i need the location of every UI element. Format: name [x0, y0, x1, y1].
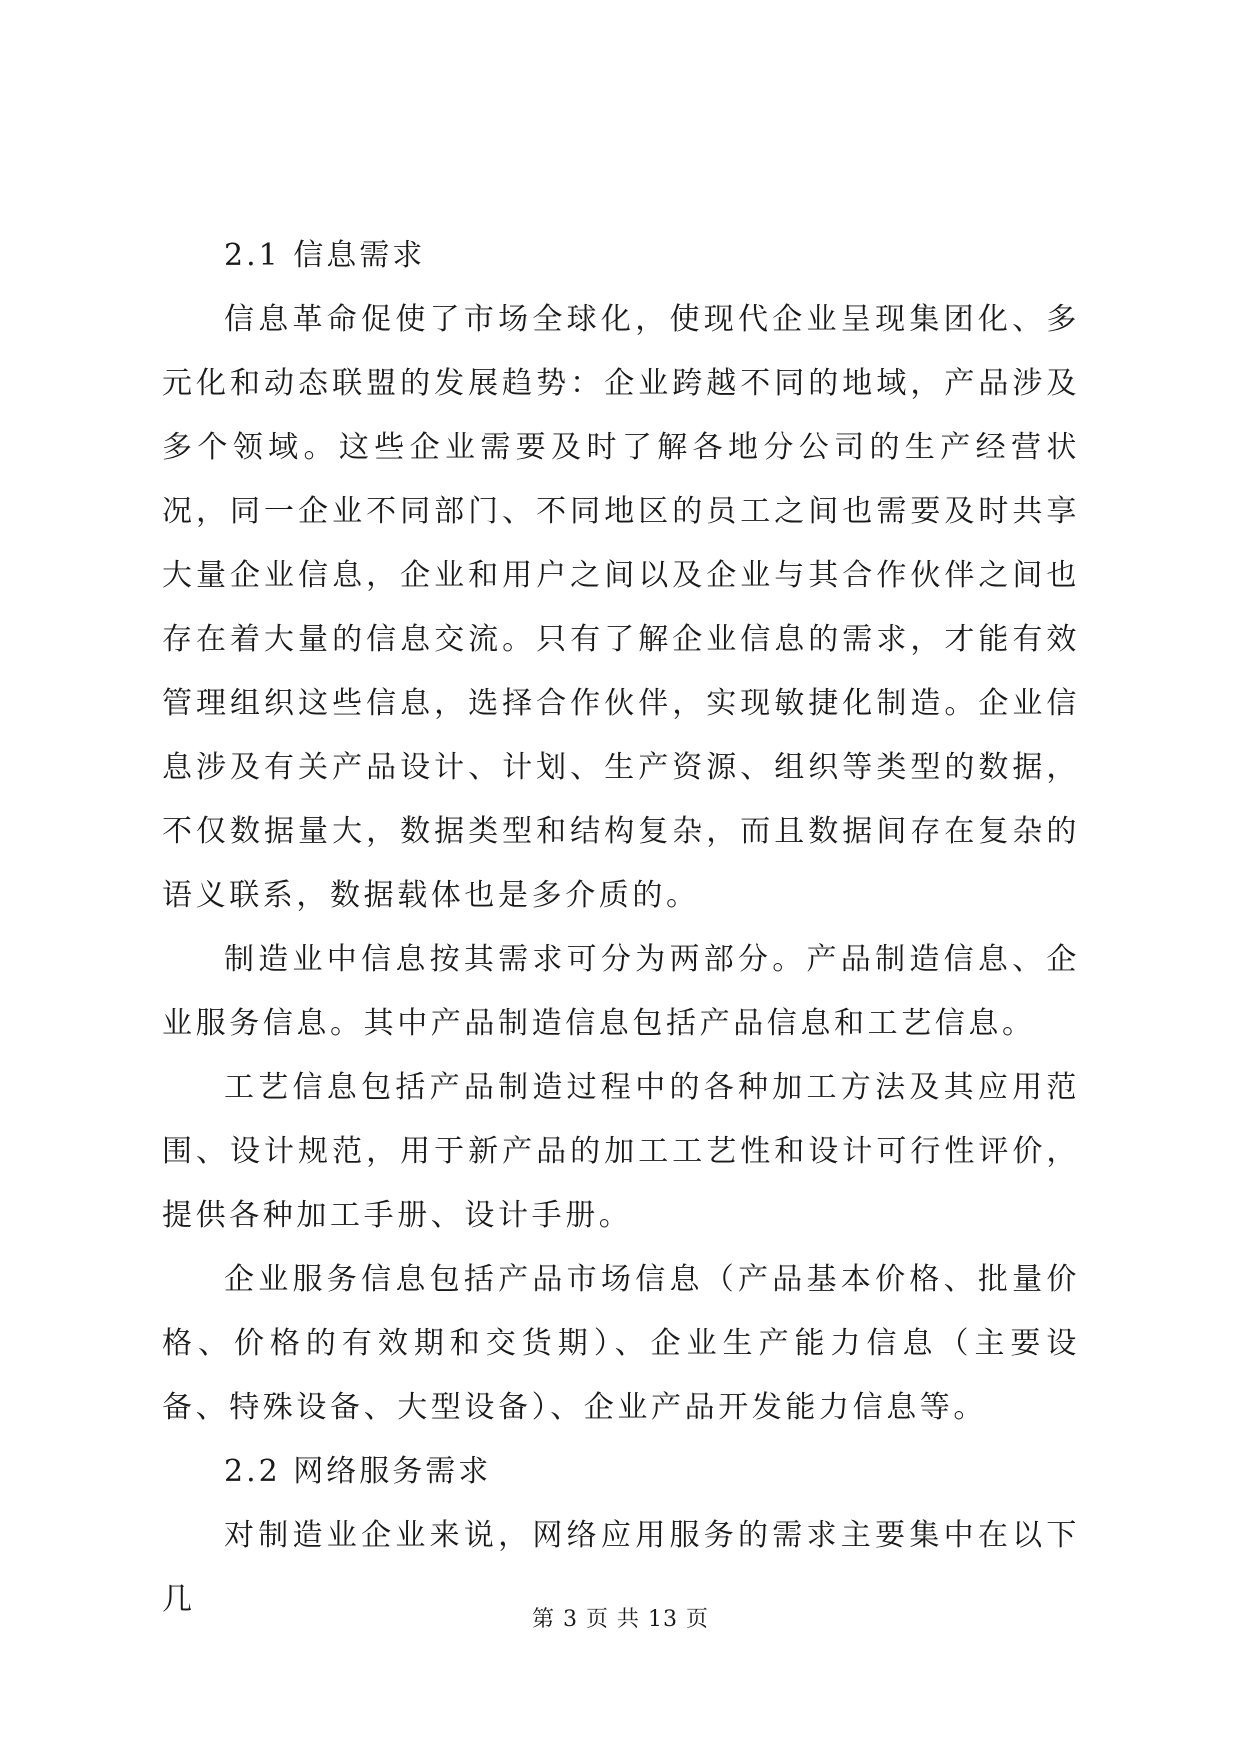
page-footer: 第 3 页 共 13 页 — [532, 1607, 709, 1632]
paragraph-enterprise-service-info: 企业服务信息包括产品市场信息（产品基本价格、批量价格、价格的有效期和交货期）、企业生产能力信息（主要设备、特殊设备、大型设备）、企业产品开发能力信息等。 — [162, 1262, 1080, 1425]
section-heading-2-2: 2.2 网络服务需求 — [224, 1454, 492, 1489]
document-body — [162, 224, 1080, 1632]
paragraph-information-revolution: 信息革命促使了市场全球化，使现代企业呈现集团化、多元化和动态联盟的发展趋势：企业跨越不同的地域，产品涉及多个领域。这些企业需要及时了解各地分公司的生产经营状况，同一企业不同部门、不同地区的员工之间也需要及时共享大量企业信息，企业和用户之间以及企业与其合作伙伴之间也存在着大量的信息交流。只有了解企业信息的需求，才能有效管理组织这些信息，选择合作伙伴，实现敏捷化制造。企业信息涉及有关产品设计、计划、生产资源、组织等类型的数据，不仅数据量大，数据类型和结构复杂，而且数据间存在复杂的语义联系，数据载体也是多介质的。 — [162, 302, 1080, 913]
paragraph-process-info: 工艺信息包括产品制造过程中的各种加工方法及其应用范围、设计规范，用于新产品的加工工艺性和设计可行性评价，提供各种加工手册、设计手册。 — [162, 1070, 1080, 1233]
paragraph-network-service-needs: 对制造业企业来说，网络应用服务的需求主要集中在以下几 — [162, 1518, 1080, 1617]
paragraph-manufacturing-info-categories: 制造业中信息按其需求可分为两部分。产品制造信息、企业服务信息。其中产品制造信息包括产品信息和工艺信息。 — [162, 942, 1080, 1041]
section-heading-2-1: 2.1 信息需求 — [224, 238, 426, 273]
